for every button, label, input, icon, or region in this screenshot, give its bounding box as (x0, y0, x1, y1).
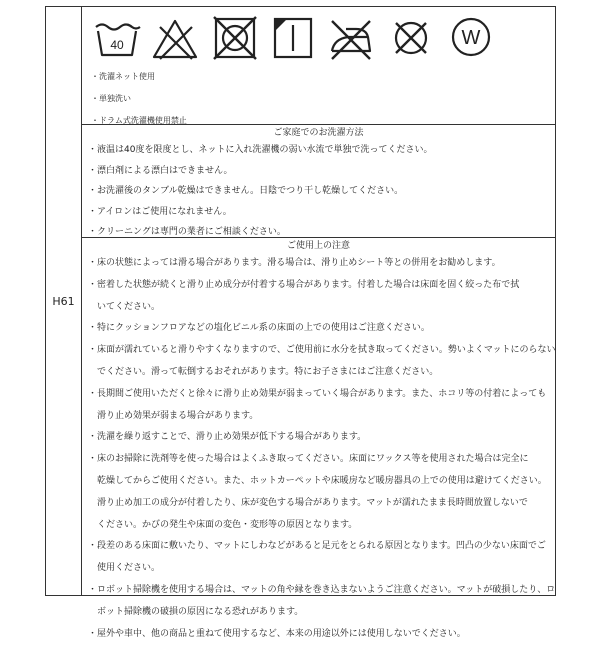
washing-title: ご家庭でのお洗濯方法 (273, 128, 364, 138)
care-symbols-row (82, 7, 555, 63)
wet-clean-icon (442, 13, 500, 61)
washing-section (82, 124, 555, 238)
note-item: ・洗濯ネット使用 (91, 71, 155, 81)
no-dry-clean-icon (382, 13, 440, 61)
no-tumble-dry-icon (206, 13, 264, 61)
caution-line: でください。滑って転倒するおそれがあります。特にお子さまにはご注意ください。 (88, 366, 439, 377)
wash-40-icon (88, 13, 146, 61)
no-iron-icon (322, 13, 380, 61)
cautions-title: ご使用上の注意 (286, 241, 350, 251)
washing-line: ・クリーニングは専門の業者にご相談ください。 (88, 227, 286, 237)
caution-line: ・段差のある床面に敷いたり、マットにしわなどがあると足元をとられる原因となります。凹凸の少ない床面でご (88, 541, 546, 552)
washing-line: ・液温は40度を限度とし、ネットに入れ洗濯機の弱い水流で単独で洗ってください。 (88, 145, 433, 155)
caution-line: ください。かびの発生や床面の変色・変形等の原因となります。 (88, 519, 358, 530)
label-table (45, 6, 556, 639)
note-item: ・ドラム式洗濯機使用禁止 (91, 115, 187, 125)
caution-line: ・床の状態によっては滑る場合があります。滑る場合は、滑り止めシート等との併用をお勧めします。 (88, 258, 501, 268)
washing-line: ・お洗濯後のタンブル乾燥はできません。日陰でつり干し乾燥してください。 (88, 186, 404, 196)
washing-line: ・漂白剤による漂白はできません。 (88, 165, 233, 176)
caution-line: 滑り止め効果が弱まる場合があります。 (88, 410, 259, 421)
washing-line: ・アイロンはご使用になれません。 (88, 206, 232, 217)
caution-line: ・屋外や車中、他の商品と重ねて使用するなど、本来の用途以外には使用しないでください。 (88, 628, 466, 639)
caution-line: ・ロボット掃除機を使用する場合は、マットの角や縁を巻き込まないようご注意ください。マットが破損したり、ロ (88, 584, 555, 595)
wet-clean-label: W (461, 27, 481, 49)
caution-line: ・長期間ご使用いただくと徐々に滑り止め効果が弱まっていく場合があります。また、ホコリ等の付着によっても (88, 388, 547, 399)
no-bleach-icon (146, 13, 204, 61)
caution-line: いてください。 (88, 301, 161, 312)
wash-temp-label: 40 (110, 38, 124, 52)
content-cell (82, 7, 555, 639)
product-code: H61 (46, 7, 82, 595)
hang-dry-shade-icon (264, 13, 322, 61)
caution-line: ・床のお掃除に洗剤等を使った場合はよくふき取ってください。床面にワックス等を使用された場合は完全に (88, 454, 529, 465)
caution-line: ・特にクッションフロアなどの塩化ビニル系の床面の上での使用はご注意ください。 (88, 323, 430, 334)
caution-line: ・床面が濡れていると滑りやすくなりますので、ご使用前に水分を拭き取ってください。勢いよくマットにのらない (88, 345, 555, 356)
caution-line: ・洗濯を繰り返すことで、滑り止め効果が低下する場合があります。 (88, 432, 367, 443)
caution-line: ボット掃除機の破損の原因になる恐れがあります。 (88, 606, 304, 617)
cautions-section (82, 237, 555, 639)
caution-line: 使用ください。 (88, 563, 161, 574)
top-notes (82, 65, 555, 131)
caution-line: ・密着した状態が続くと滑り止め成分が付着する場合があります。付着した場合は床面を固く絞った布で拭 (88, 279, 520, 290)
caution-line: 乾燥してからご使用ください。また、ホットカーペットや床暖房など暖房器具の上での使用は避けてください。 (88, 475, 547, 486)
note-item: ・単独洗い (91, 93, 131, 103)
caution-line: 滑り止め加工の成分が付着したり、床が変色する場合があります。マットが濡れたまま長時間放置しないで (88, 497, 528, 508)
